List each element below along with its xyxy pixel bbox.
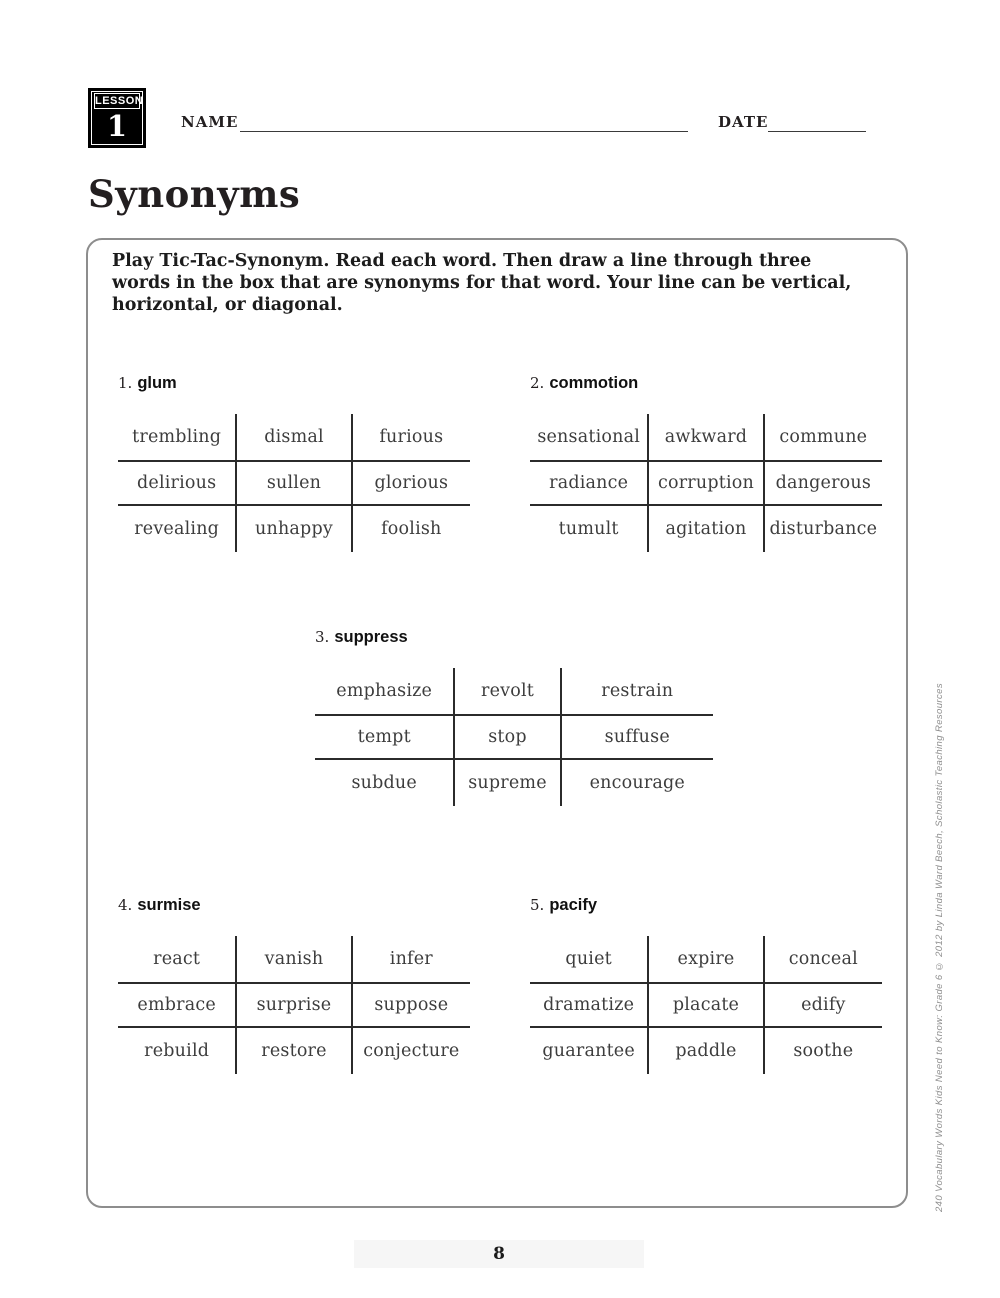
word-cell[interactable]: suppose (353, 982, 470, 1028)
word-cell[interactable]: tumult (558, 519, 619, 539)
word-cell[interactable]: stop (453, 714, 561, 760)
tic-tac-toe-grid-2 (530, 414, 882, 552)
puzzle-5-keyword: pacify (549, 896, 597, 914)
word-cell[interactable]: supreme (453, 760, 561, 806)
puzzle-3-suppress (315, 628, 713, 806)
word-cell[interactable]: infer (389, 949, 433, 969)
word-cell[interactable]: glorious (353, 460, 470, 506)
puzzle-1-glum (118, 374, 470, 552)
puzzle-4-number: 4. (118, 896, 133, 914)
word-cell[interactable]: dramatize (530, 982, 647, 1028)
puzzle-1-keyword: glum (137, 374, 177, 392)
puzzle-2-label (530, 374, 882, 393)
tic-tac-toe-grid-3 (315, 668, 713, 806)
tic-tac-toe-grid-1 (118, 414, 470, 552)
puzzle-2-keyword: commotion (549, 374, 639, 392)
word-cell[interactable]: dangerous (765, 460, 882, 506)
word-cell[interactable]: revealing (134, 519, 220, 539)
puzzle-5-number: 5. (530, 896, 545, 914)
date-blank-line[interactable] (768, 131, 866, 132)
tic-tac-toe-grid-4 (118, 936, 470, 1074)
word-cell[interactable]: suffuse (562, 714, 713, 760)
word-cell[interactable]: radiance (530, 460, 647, 506)
puzzle-1-number: 1. (118, 374, 133, 392)
lesson-badge (88, 88, 146, 148)
word-cell[interactable]: paddle (647, 1028, 764, 1074)
copyright-credit: 240 Vocabulary Words Kids Need to Know: Grade 6 © 2012 by Linda Ward Beech, Scholastic Teaching Resources (934, 683, 945, 1212)
word-cell[interactable]: conceal (788, 949, 858, 969)
word-cell[interactable]: react (153, 949, 201, 969)
word-cell[interactable]: subdue (351, 773, 417, 793)
puzzle-5-label (530, 896, 882, 915)
word-cell[interactable]: agitation (647, 506, 764, 552)
word-cell[interactable]: emphasize (336, 681, 433, 701)
word-cell[interactable]: soothe (793, 1041, 854, 1061)
instructions-text: Play Tic-Tac-Synonym. Read each word. Then draw a line through three words in the box that are synonyms for that word. Your line can be vertical, horizontal, or diagonal. (112, 251, 852, 315)
puzzle-5-pacify (530, 896, 882, 1074)
tic-tac-toe-grid-5 (530, 936, 882, 1074)
word-cell[interactable]: corruption (647, 460, 764, 506)
page-number: 8 (493, 1244, 505, 1264)
word-cell[interactable]: guarantee (542, 1041, 635, 1061)
puzzle-3-number: 3. (315, 628, 330, 646)
puzzle-4-label (118, 896, 470, 915)
lesson-badge-label: LESSON (95, 95, 144, 107)
word-cell[interactable]: unhappy (235, 506, 352, 552)
word-cell[interactable]: trembling (132, 427, 222, 447)
word-cell[interactable]: awkward (647, 414, 764, 460)
word-cell[interactable]: encourage (589, 773, 685, 793)
word-cell[interactable]: quiet (565, 949, 612, 969)
lesson-badge-number: 1 (106, 109, 128, 143)
word-cell[interactable]: sullen (235, 460, 352, 506)
word-cell[interactable]: foolish (381, 519, 442, 539)
puzzle-2-number: 2. (530, 374, 545, 392)
word-cell[interactable]: revolt (453, 668, 561, 714)
word-cell[interactable]: vanish (235, 936, 352, 982)
puzzle-4-surmise (118, 896, 470, 1074)
word-cell[interactable]: expire (647, 936, 764, 982)
puzzle-2-commotion (530, 374, 882, 552)
word-cell[interactable]: disturbance (769, 519, 878, 539)
word-cell[interactable]: furious (379, 427, 444, 447)
name-blank-line[interactable] (240, 131, 688, 132)
word-cell[interactable]: dismal (235, 414, 352, 460)
puzzle-3-label (315, 628, 713, 647)
date-label: DATE (718, 113, 769, 131)
word-cell[interactable]: tempt (315, 714, 453, 760)
word-cell[interactable]: commune (779, 427, 868, 447)
word-cell[interactable]: sensational (537, 427, 641, 447)
word-cell[interactable]: edify (765, 982, 882, 1028)
page-title: Synonyms (88, 172, 301, 216)
word-cell[interactable]: conjecture (363, 1041, 460, 1061)
puzzle-3-keyword: suppress (334, 628, 408, 646)
puzzle-4-keyword: surmise (137, 896, 201, 914)
word-cell[interactable]: restore (235, 1028, 352, 1074)
word-cell[interactable]: delirious (118, 460, 235, 506)
word-cell[interactable]: rebuild (144, 1041, 210, 1061)
word-cell[interactable]: embrace (118, 982, 235, 1028)
puzzle-1-label (118, 374, 470, 393)
word-cell[interactable]: surprise (235, 982, 352, 1028)
word-cell[interactable]: restrain (601, 681, 674, 701)
word-cell[interactable]: placate (647, 982, 764, 1028)
footer-band (354, 1240, 644, 1268)
name-label: NAME (181, 113, 239, 131)
